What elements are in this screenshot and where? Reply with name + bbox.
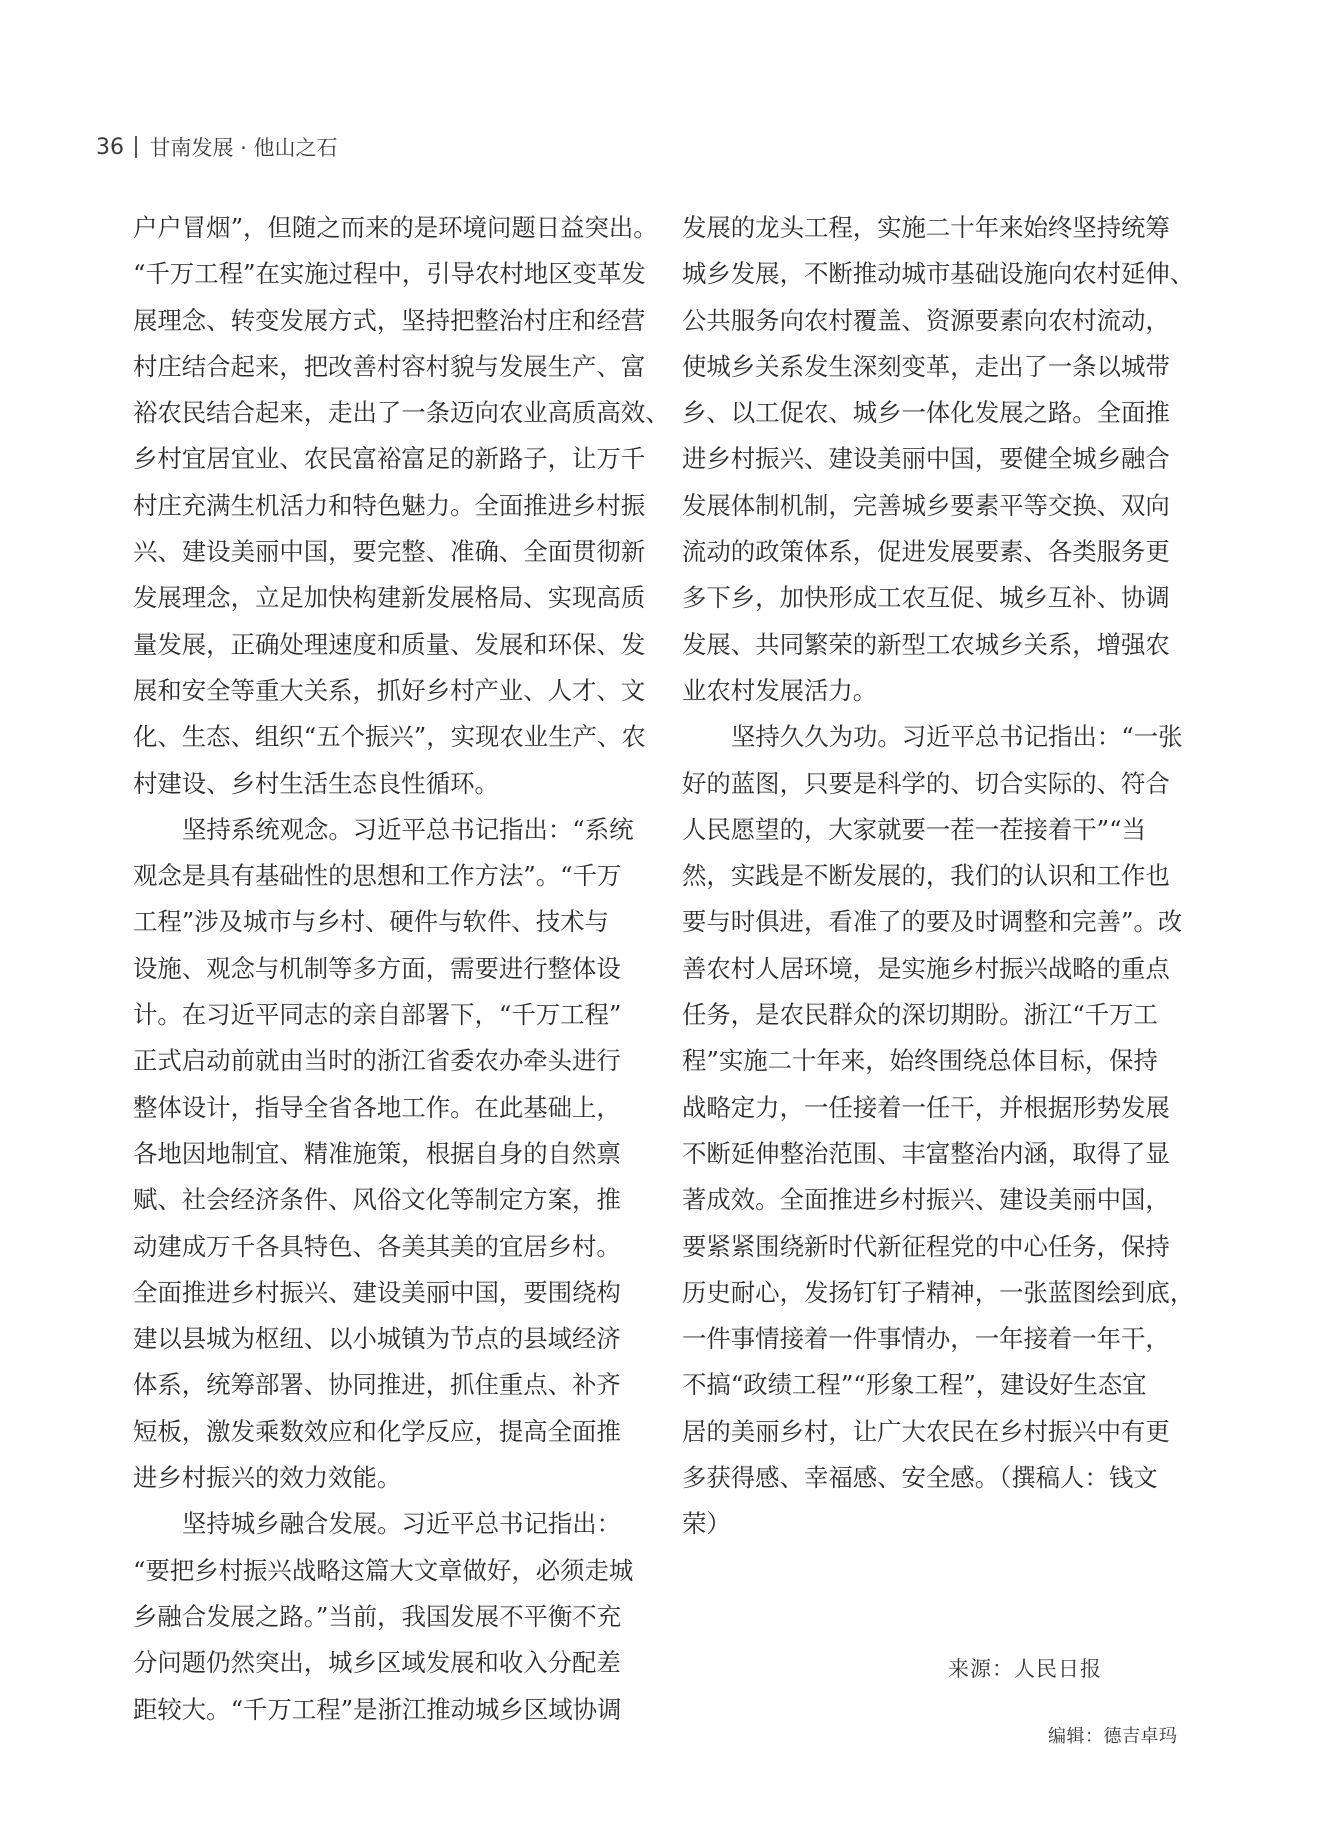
text-line: “要把乡村振兴战略这篇大文章做好，必须走城 (133, 1555, 634, 1585)
text-line: 村庄结合起来，把改善村容村貌与发展生产、富 (133, 351, 646, 381)
text-line: 不搞“政绩工程”“形象工程”，建设好生态宜 (682, 1370, 1147, 1400)
text-line: 著成效。全面推进乡村振兴、建设美丽中国， (682, 1185, 1170, 1215)
text-line: 发展、共同繁荣的新型工农城乡关系，增强农 (682, 629, 1170, 659)
text-line: 善农村人居环境，是实施乡村振兴战略的重点 (682, 953, 1170, 983)
text-line: 工程”涉及城市与乡村、硬件与软件、技术与 (133, 907, 609, 937)
text-line: 村建设、乡村生活生态良性循环。 (133, 768, 499, 798)
text-line: 业农村发展活力。 (682, 675, 878, 705)
text-line: 体系，统筹部署、协同推进，抓住重点、补齐 (133, 1370, 621, 1400)
text-line: 各地因地制宜、精准施策，根据自身的自然禀 (133, 1138, 621, 1168)
text-line: 发展的龙头工程，实施二十年来始终坚持统筹 (682, 213, 1170, 242)
section-title: 甘南发展 · 他山之石 (149, 136, 338, 160)
text-line: 计。在习近平同志的亲自部署下，“千万工程” (133, 1000, 622, 1030)
text-line: 进乡村振兴的效力效能。 (133, 1463, 402, 1493)
text-line: 乡融合发展之路。”当前，我国发展不平衡不充 (133, 1601, 622, 1631)
text-line: 分问题仍然突出，城乡区域发展和收入分配差 (133, 1648, 621, 1678)
text-line: 流动的政策体系，促进发展要素、各类服务更 (682, 537, 1170, 567)
text-line: 发展体制机制，完善城乡要素平等交换、双向 (682, 490, 1170, 520)
text-line: 任务，是农民群众的深切期盼。浙江“千万工 (682, 1000, 1158, 1030)
text-line: 村庄充满生机活力和特色魅力。全面推进乡村振 (133, 490, 646, 520)
text-line: 动建成万千各具特色、各美其美的宜居乡村。 (133, 1231, 621, 1261)
text-line: 不断延伸整治范围、丰富整治内涵，取得了显 (682, 1138, 1170, 1168)
text-line: 多获得感、幸福感、安全感。（撰稿人：钱文 (682, 1463, 1158, 1493)
text-line: 乡、以工促农、城乡一体化发展之路。全面推 (682, 398, 1170, 428)
article-column-left (133, 205, 670, 1733)
article-column-right (682, 205, 1195, 1548)
text-line: 化、生态、组织“五个振兴”，实现农业生产、农 (133, 722, 646, 752)
text-line: 发展理念，立足加快构建新发展格局、实现高质 (133, 583, 646, 613)
text-line: 赋、社会经济条件、风俗文化等制定方案，推 (133, 1185, 621, 1215)
text-line: 好的蓝图，只要是科学的、切合实际的、符合 (682, 768, 1170, 798)
text-line: 居的美丽乡村，让广大农民在乡村振兴中有更 (682, 1416, 1170, 1446)
text-line: 坚持系统观念。习近平总书记指出：“系统 (182, 814, 634, 844)
text-line: 乡村宜居宜业、农民富裕富足的新路子，让万千 (133, 444, 646, 474)
text-line: 程”实施二十年来，始终围绕总体目标，保持 (682, 1046, 1158, 1076)
text-line: 一件事情接着一件事情办，一年接着一年干， (682, 1324, 1170, 1354)
text-line: 全面推进乡村振兴、建设美丽中国，要围绕构 (133, 1277, 621, 1307)
text-line: 兴、建设美丽中国，要完整、准确、全面贯彻新 (133, 537, 646, 567)
text-line: 量发展，正确处理速度和质量、发展和环保、发 (133, 629, 646, 659)
text-line: 裕农民结合起来，走出了一条迈向农业高质高效、 (133, 398, 670, 428)
text-line: 荣） (682, 1509, 731, 1539)
source-credit: 来源：人民日报 (948, 1657, 1102, 1681)
page-number: 36 (96, 134, 124, 160)
text-line: 展和安全等重大关系，抓好乡村产业、人才、文 (133, 675, 646, 705)
text-line: 建以县城为枢纽、以小城镇为节点的县域经济 (133, 1324, 621, 1354)
text-line: 观念是具有基础性的思想和工作方法”。“千万 (133, 861, 622, 891)
text-line: 进乡村振兴、建设美丽中国，要健全城乡融合 (682, 444, 1170, 474)
text-line: 使城乡关系发生深刻变革，走出了一条以城带 (682, 351, 1170, 381)
text-line: 整体设计，指导全省各地工作。在此基础上， (133, 1092, 621, 1122)
text-line: 公共服务向农村覆盖、资源要素向农村流动， (682, 305, 1170, 335)
text-line: 短板，激发乘数效应和化学反应，提高全面推 (133, 1416, 621, 1446)
editor-credit: 编辑：德吉卓玛 (1048, 1726, 1178, 1747)
text-line: 城乡发展，不断推动城市基础设施向农村延伸、 (682, 259, 1195, 289)
header-divider (135, 136, 137, 158)
text-line: 多下乡，加快形成工农互促、城乡互补、协调 (682, 583, 1170, 613)
text-line: 人民愿望的，大家就要一茬一茬接着干”“当 (682, 814, 1146, 844)
text-line: 坚持城乡融合发展。习近平总书记指出： (182, 1509, 622, 1539)
text-line: 要与时俱进，看准了的要及时调整和完善”。改 (682, 907, 1183, 937)
text-line: 展理念、转变发展方式，坚持把整治村庄和经营 (133, 305, 646, 335)
text-line: 战略定力，一任接着一任干，并根据形势发展 (682, 1092, 1170, 1122)
text-line: 正式启动前就由当时的浙江省委农办牵头进行 (133, 1046, 621, 1076)
text-line: 距较大。“千万工程”是浙江推动城乡区域协调 (133, 1694, 622, 1724)
text-line: 设施、观念与机制等多方面，需要进行整体设 (133, 953, 621, 983)
text-line: “千万工程”在实施过程中，引导农村地区变革发 (133, 259, 646, 289)
text-line: 要紧紧围绕新时代新征程党的中心任务，保持 (682, 1231, 1170, 1261)
text-line: 户户冒烟”，但随之而来的是环境问题日益突出。 (133, 213, 658, 242)
text-line: 坚持久久为功。习近平总书记指出：“一张 (731, 722, 1183, 752)
text-line: 历史耐心，发扬钉钉子精神，一张蓝图绘到底， (682, 1277, 1195, 1307)
text-line: 然，实践是不断发展的，我们的认识和工作也 (682, 861, 1170, 891)
page-header (96, 132, 338, 162)
